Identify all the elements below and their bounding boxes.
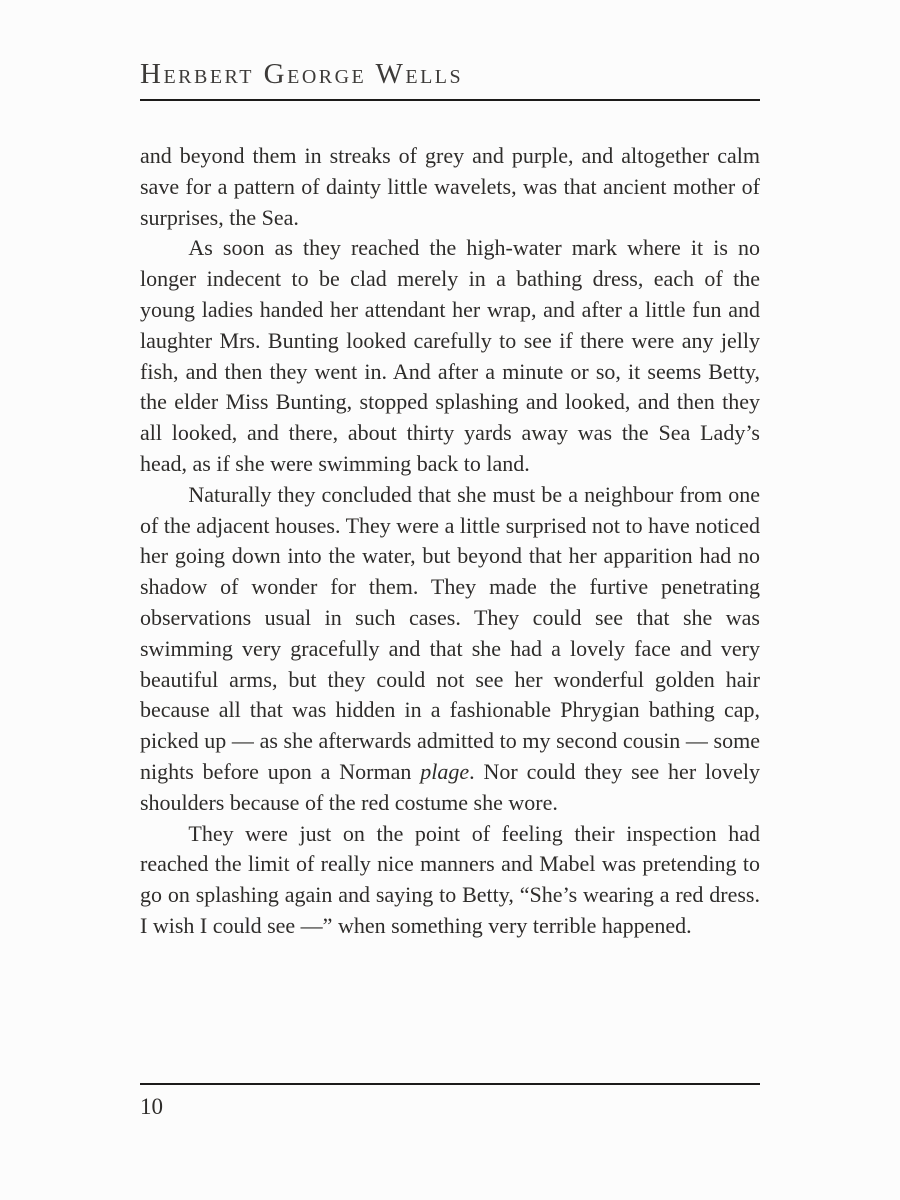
paragraph	[140, 819, 760, 942]
text-segment: Naturally they concluded that she must be a neighbour from one of the adjacent houses. They were a little surprised not to have noticed her going down into the water, but beyond that her apparition had no shadow of wonder for them. They made the furtive penetrating observations usual in such cases. They could see that she was swimming very gracefully and that she had a lovely face and very beautiful arms, but they could not see her wonderful golden hair because all that was hidden in a fashionable Phrygian bathing cap, picked up — as she afterwards admitted to my second cousin — some nights before upon a Norman	[140, 481, 760, 784]
text-segment: and beyond them in streaks of grey and purple, and altogether calm save for a pattern of dainty little wavelets, was that ancient mother of surprises, the Sea.	[140, 143, 760, 230]
paragraph	[140, 480, 760, 819]
text-segment: As soon as they reached the high-water mark where it is no longer indecent to be clad merely in a bathing dress, each of the young ladies handed her attendant her wrap, and after a little fun and laughter Mrs. Bunting looked carefully to see if there were any jelly fish, and then they went in. And after a minute or so, it seems Betty, the elder Miss Bunting, stopped splashing and looked, and then they all looked, and there, about thirty yards away was the Sea Lady’s head, as if she were swimming back to land.	[140, 235, 760, 476]
paragraph	[140, 141, 760, 233]
footer-rule	[140, 1083, 760, 1085]
author-heading: Herbert George Wells	[140, 58, 464, 90]
page-header	[140, 60, 760, 101]
page-number: 10	[140, 1094, 163, 1119]
italic-text: plage	[420, 758, 470, 784]
header-rule	[140, 99, 760, 101]
paragraph	[140, 233, 760, 479]
text-segment: They were just on the point of feeling their inspection had reached the limit of really nice manners and Mabel was pretending to go on splashing again and saying to Betty, “She’s wearing a red dress. I wish I could see —” when something very terrible happened.	[140, 820, 760, 938]
page-body	[140, 141, 760, 942]
page-footer	[140, 1083, 760, 1120]
book-page	[140, 0, 760, 1200]
text-segment: . Nor could they see her lovely shoulders because of the red costume she wore.	[140, 758, 761, 815]
